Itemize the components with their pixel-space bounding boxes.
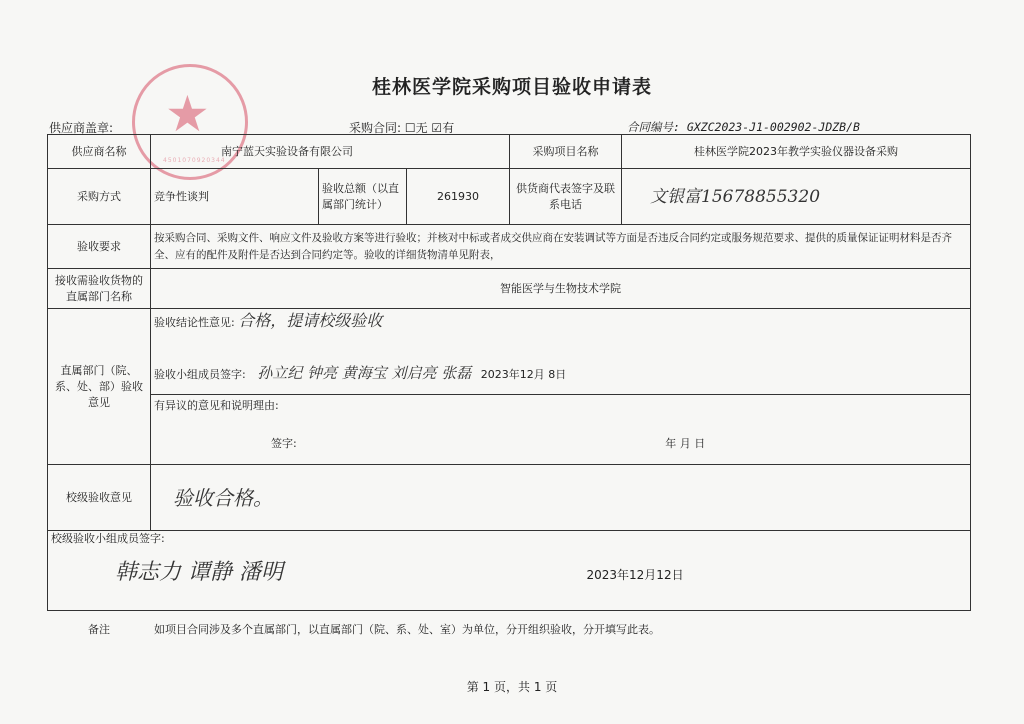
note-label: 备注 xyxy=(88,623,110,636)
table-row xyxy=(48,354,971,395)
table-row xyxy=(48,225,971,269)
acceptance-form-table xyxy=(47,134,971,611)
school-signatures: 韩志力 谭静 潘明 xyxy=(115,560,283,585)
amount-value: 261930 xyxy=(407,169,510,225)
table-row xyxy=(48,269,971,309)
conclusion-handwriting: 合格，提请校级验收 xyxy=(238,311,383,330)
members-cell xyxy=(151,354,971,395)
table-row xyxy=(48,531,971,611)
contract-checkbox-label: 采购合同: ☐无 ☑有 xyxy=(349,121,455,135)
note-text: 如项目合同涉及多个直属部门，以直属部门（院、系、处、室）为单位，分开组织验收，分开填写此表。 xyxy=(154,623,660,636)
school-members-label: 校级验收小组成员签字: xyxy=(51,532,165,545)
project-name-label: 采购项目名称 xyxy=(510,135,622,169)
supplier-name-value: 南宁蓝天实验设备有限公司 xyxy=(151,135,510,169)
seal-star-icon: ★ xyxy=(165,85,210,143)
seal-digits: 4501070920344 xyxy=(163,157,226,164)
members-date: 2023年12月 8日 xyxy=(480,367,567,381)
project-name-value: 桂林医学院2023年教学实验仪器设备采购 xyxy=(622,135,971,169)
school-opinion-label: 校级验收意见 xyxy=(48,465,151,531)
members-label: 验收小组成员签字: xyxy=(154,367,246,381)
method-value: 竞争性谈判 xyxy=(151,169,319,225)
page-number: 第 1 页，共 1 页 xyxy=(466,680,558,694)
supplier-rep-signature: 文银富15678855320 xyxy=(622,169,971,225)
school-members-cell xyxy=(48,531,971,611)
table-row xyxy=(48,309,971,354)
supplier-seal-label: 供应商盖章: xyxy=(49,121,114,135)
conclusion-cell xyxy=(151,309,971,354)
receiving-dept-label: 接收需验收货物的直属部门名称 xyxy=(48,269,151,309)
objection-date-label: 年 月 日 xyxy=(665,437,706,450)
supplier-rep-label: 供货商代表签字及联系电话 xyxy=(510,169,622,225)
objection-sign-label: 签字: xyxy=(271,437,297,450)
school-opinion-handwriting: 验收合格。 xyxy=(151,465,971,531)
requirement-text: 按采购合同、采购文件、响应文件及验收方案等进行验收；并核对中标或者成交供应商在安装调试等方面是否违反合同约定或服务规范要求、提供的质量保证证明材料是否齐全、应有的配件及附件是否达到合同约定等。验收的详细货物清单见附表， xyxy=(151,225,971,269)
dept-opinion-label: 直属部门（院、系、处、部）验收意见 xyxy=(48,309,151,465)
amount-label: 验收总额（以直属部门统计） xyxy=(319,169,407,225)
table-row xyxy=(48,395,971,465)
members-signatures: 孙立纪 钟亮 黄海宝 刘启亮 张磊 xyxy=(257,363,472,382)
objection-cell xyxy=(151,395,971,465)
supplier-name-label: 供应商名称 xyxy=(48,135,151,169)
conclusion-label: 验收结论性意见: xyxy=(154,316,235,329)
objection-label: 有异议的意见和说明理由: xyxy=(154,399,279,412)
table-row xyxy=(48,465,971,531)
school-date: 2023年12月12日 xyxy=(586,568,684,582)
receiving-dept-value: 智能医学与生物技术学院 xyxy=(151,269,971,309)
method-label: 采购方式 xyxy=(48,169,151,225)
table-row xyxy=(48,135,971,169)
requirement-label: 验收要求 xyxy=(48,225,151,269)
table-row xyxy=(48,169,971,225)
page-title: 桂林医学院采购项目验收申请表 xyxy=(371,76,652,98)
contract-number: 合同编号: GXZC2023-J1-002902-JDZB/B xyxy=(627,120,860,134)
